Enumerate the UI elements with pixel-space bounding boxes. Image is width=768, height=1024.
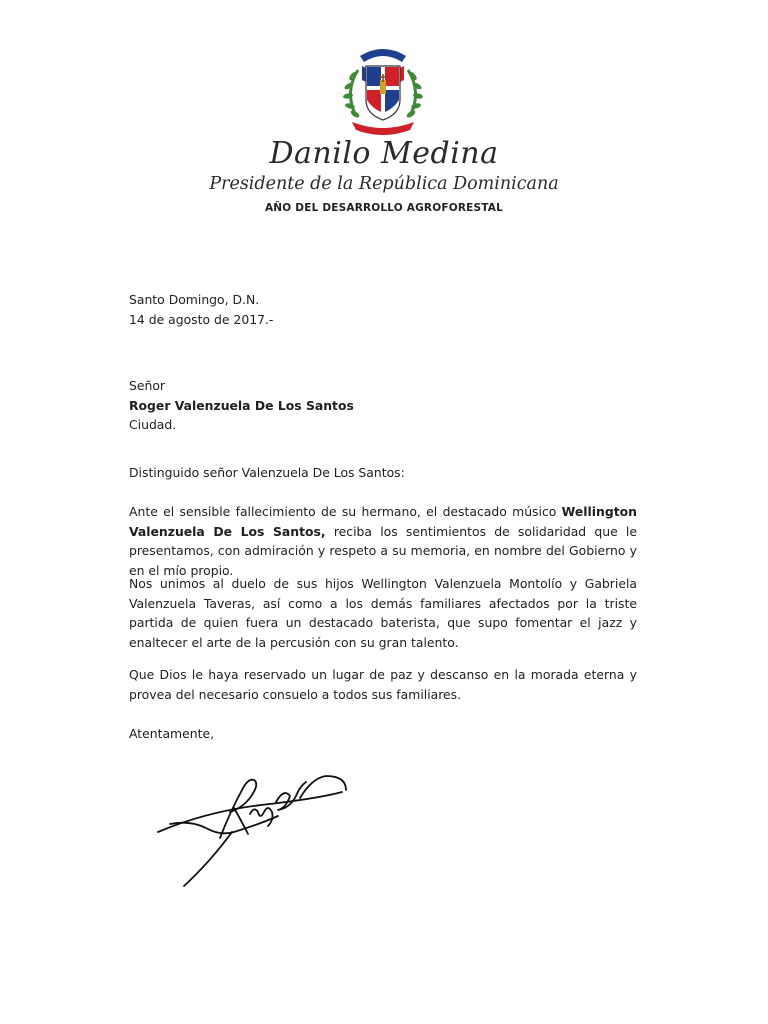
paragraph1-rest: reciba los sentimientos de solidaridad que le presentamos, con admiración y respeto a su memoria, en nombre del Gobierno y en el mío propio. (129, 523, 637, 578)
salutation-text: Señor (129, 378, 166, 393)
addressee-block (129, 376, 637, 435)
year-motto: AÑO DEL DESARROLLO AGROFORESTAL (264, 202, 504, 214)
deceased-name: Wellington Valenzuela De Los Santos, (129, 504, 637, 539)
paragraph-prayer: Que Dios le haya reservado un lugar de paz y descanso en la morada eterna y provea del necesario consuelo a todos sus familiares. (129, 667, 637, 702)
dominican-coat-of-arms-icon (338, 42, 428, 138)
place-text: Santo Domingo, D.N. (129, 292, 260, 307)
handwritten-signature-icon (150, 762, 355, 892)
addressee-name: Roger Valenzuela De Los Santos (129, 397, 354, 413)
greeting: Distinguido señor Valenzuela De Los Santos: (129, 465, 405, 480)
paragraph-family: Nos unimos al duelo de sus hijos Wellington Valenzuela Montolío y Gabriela Valenzuela Taveras, así como a los demás familiares afectados por la triste partida de quien fuera un destacado baterista, que supo fomentar el jazz y enaltecer el arte de la percusión con su gran talento. (129, 576, 637, 650)
date-text: 14 de agosto de 2017.- (129, 311, 274, 327)
closing-text: Atentamente, (129, 726, 215, 741)
paragraph-condolence (129, 502, 637, 580)
paragraph1-intro: Ante el sensible fallecimiento de su hermano, el destacado músico (129, 504, 562, 519)
letterhead-name: Danilo Medina (269, 136, 499, 171)
addressee-city: Ciudad. (129, 417, 177, 432)
letterhead-title: Presidente de la República Dominicana (209, 174, 559, 194)
place-date-block (129, 290, 637, 329)
